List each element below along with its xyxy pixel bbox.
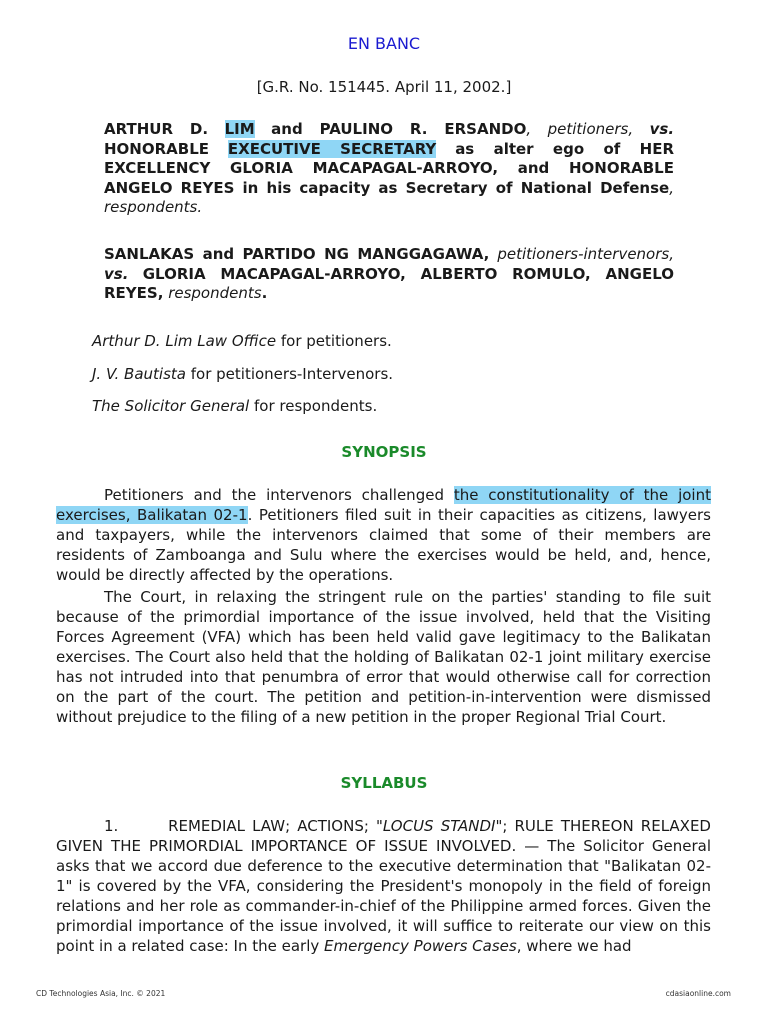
counsel-role: for respondents. bbox=[254, 397, 378, 415]
footer-copyright: CD Technologies Asia, Inc. © 2021 bbox=[36, 989, 166, 998]
emergency-powers-cases-term: Emergency Powers Cases bbox=[324, 937, 517, 955]
highlight-constitutionality: the constitutionality of the joint exercises, Balikatan 02-1 bbox=[56, 486, 711, 524]
item-number: 1. bbox=[104, 817, 119, 835]
counsel-name: Arthur D. Lim Law Office bbox=[92, 332, 277, 350]
text-run: Petitioners and the intervenors challenged bbox=[104, 486, 454, 504]
highlight-lim: LIM bbox=[224, 120, 255, 138]
synopsis-paragraph-2: The Court, in relaxing the stringent rule on the parties' standing to file suit because of the primordial importance of the issue involved, held that the Visiting Forces Agreement (VFA) which has been held valid gave legitimacy to the Balikatan exercises. The Court also held that the holding of Balikatan 02-1 joint military exercise has not intruded into that penumbra of error that would otherwise call for correction on the part of the court. The petition and petition-in-intervention were dismissed without prejudice to the filing of a new petition in the proper Regional Trial Court. bbox=[56, 588, 711, 726]
intervenor-parties bbox=[104, 245, 674, 304]
counsel-line bbox=[92, 396, 377, 416]
intervenors-label: petitioners-intervenors, bbox=[497, 245, 674, 263]
counsel-role: for petitioners. bbox=[280, 332, 392, 350]
case-number: [G.R. No. 151445. April 11, 2002.] bbox=[256, 78, 512, 96]
intervenor-names: SANLAKAS and PARTIDO NG MANGGAGAWA, bbox=[104, 245, 490, 263]
counsel-name: J. V. Bautista bbox=[92, 365, 186, 383]
counsel-line bbox=[92, 364, 393, 384]
court-division: EN BANC bbox=[347, 34, 421, 53]
text-run: . Petitioners filed suit in their capacities as citizens, lawyers and taxpayers, while the intervenors claimed that some of their members are residents of Zamboanga and Sulu where the exercises would be held, and, hence, would be directly affected by the operations. bbox=[56, 506, 711, 584]
respondent-names-2: GLORIA MACAPAGAL-ARROYO, ALBERTO ROMULO, ANGELO REYES, bbox=[104, 264, 674, 302]
locus-standi-term: LOCUS STANDI bbox=[382, 817, 496, 835]
footer-website: cdasiaonline.com bbox=[665, 989, 731, 998]
syllabus-heading: SYLLABUS bbox=[340, 774, 428, 792]
synopsis-paragraph-1 bbox=[56, 485, 711, 585]
case-title-parties bbox=[104, 120, 674, 218]
petitioners-label: , petitioners, bbox=[526, 120, 634, 138]
period: . bbox=[261, 284, 268, 302]
text-run: , where we had bbox=[516, 937, 632, 955]
synopsis-heading: SYNOPSIS bbox=[341, 443, 427, 461]
text-run: "; RULE THEREON RELAXED GIVEN THE PRIMORDIAL IMPORTANCE OF ISSUE INVOLVED. — The Solicitor General asks that we accord due deference to the executive determination that "Balikatan 02-1" is covered by the VFA, considering the President's monopoly in the field of foreign relations and her role as commander-in-chief of the Philippine armed forces. Given the primordial importance of the issue involved, it will suffice to reiterate our view on this point in a related case: In the early bbox=[56, 817, 711, 955]
syllabus-paragraph-1 bbox=[56, 816, 711, 956]
highlight-executive-secretary: EXECUTIVE SECRETARY bbox=[227, 139, 437, 158]
petitioner-name: ARTHUR D. bbox=[104, 120, 209, 138]
respondents-names: as alter ego of HER EXCELLENCY GLORIA MACAPAGAL-ARROYO, and HONORABLE ANGELO REYES in his capacity as Secretary of National Defense bbox=[104, 139, 674, 197]
respondents-label-2: respondents bbox=[168, 284, 262, 302]
petitioner-name-2: and PAULINO R. ERSANDO bbox=[271, 120, 527, 138]
counsel-line bbox=[92, 331, 392, 351]
text-run: REMEDIAL LAW; ACTIONS; " bbox=[168, 817, 383, 835]
respondents-label: , respondents. bbox=[104, 178, 674, 216]
versus-label: vs. bbox=[649, 120, 675, 138]
counsel-role: for petitioners-Intervenors. bbox=[190, 365, 394, 383]
versus-label-2: vs. bbox=[104, 264, 129, 283]
honorable-label: HONORABLE bbox=[104, 139, 210, 158]
counsel-name: The Solicitor General bbox=[92, 397, 250, 415]
